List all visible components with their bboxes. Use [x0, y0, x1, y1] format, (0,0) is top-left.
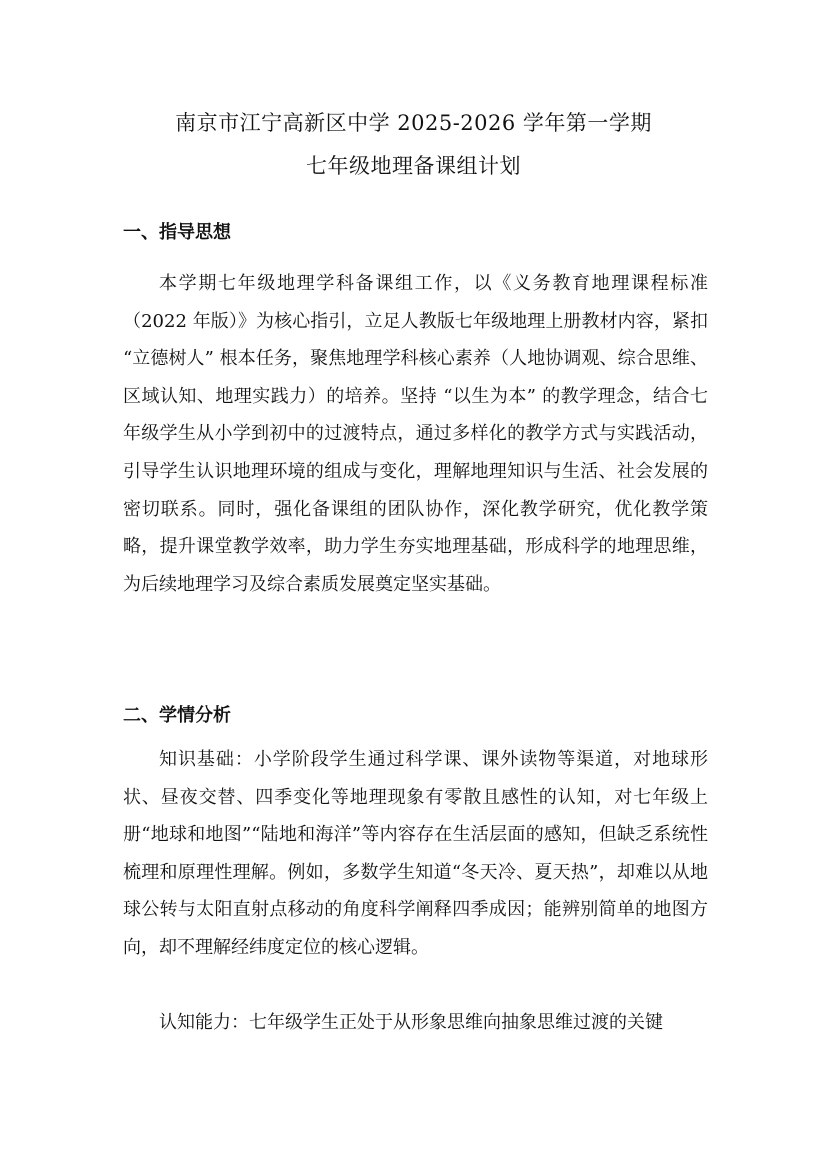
paragraph-guiding-ideology: 本学期七年级地理学科备课组工作，以《义务教育地理课程标准（2022 年版）》为核心指引，立足人教版七年级地理上册教材内容，紧扣 “立德树人” 根本任务，聚焦地理学科核心素养（人地协调观、综合思维、区域认知、地理实践力）的培养。坚持 “以生为本” 的教学理念，结合七年级学生从小学到初中的过渡特点，通过多样化的教学方式与实践活动，引导学生认识地理环境的组成与变化，理解地理知识与生活、社会发展的密切联系。同时，强化备课组的团队协作，深化教学研究，优化教学策略，提升课堂教学效率，助力学生夯实地理基础，形成科学的地理思维，为后续地理学习及综合素质发展奠定坚实基础。 [123, 273, 708, 595]
document-subtitle: 七年级地理备课组计划 [306, 154, 521, 178]
document-title: 南京市江宁高新区中学 2025-2026 学年第一学期 [175, 111, 652, 135]
section-heading-guiding-ideology: 一、指导思想 [123, 222, 231, 243]
paragraph-cognitive-ability: 认知能力：七年级学生正处于从形象思维向抽象思维过渡的关键 [159, 1012, 663, 1033]
section-heading-student-analysis: 二、学情分析 [123, 705, 231, 726]
paragraph-knowledge-base: 知识基础：小学阶段学生通过科学课、课外读物等渠道，对地球形状、昼夜交替、四季变化等地理现象有零散且感性的认知，对七年级上册“地球和地图”“陆地和海洋”等内容存在生活层面的感知，但缺乏系统性梳理和原理性理解。例如，多数学生知道“冬天冷、夏天热”，却难以从地球公转与太阳直射点移动的角度科学阐释四季成因；能辨别简单的地图方向，却不理解经纬度定位的核心逻辑。 [123, 749, 708, 958]
